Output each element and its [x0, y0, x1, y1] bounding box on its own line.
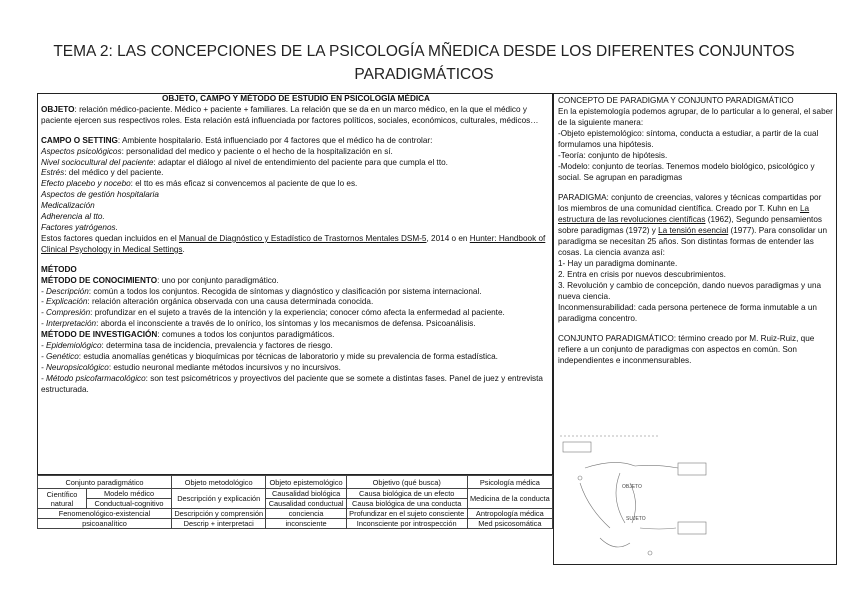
method-item: - Interpretación: aborda el inconsciente a través de lo onírico, los síntomas y los mecanismos de defensa. Psicoanálisis.: [41, 319, 476, 329]
table-cell: Profundizar en el sujeto consciente: [346, 509, 467, 519]
step-item: 3. Revolución y cambio de concepción, dando nuevos paradigmas y una nueva ciencia.: [558, 281, 822, 301]
concept-item: -Teoría: conjunto de hipótesis.: [558, 151, 668, 160]
concept-item: -Modelo: conjunto de teorías. Tenemos modelo biológico, psicológico y social. Se agrupan en paradigmas: [558, 162, 815, 182]
method-item: - Neuropsicológico: estudio neuronal mediante métodos incursivos y no incursivos.: [41, 362, 341, 372]
diagram-box: [678, 463, 706, 475]
table-cell: Descripción y comprensión: [172, 509, 266, 519]
table-header-row: [38, 476, 553, 489]
table-cell: inconsciente: [266, 519, 346, 529]
factor-item: Medicalización: [41, 201, 95, 211]
diagram-arrow: [616, 473, 625, 523]
left-column: [41, 94, 551, 396]
diagram-arrow: [600, 538, 630, 547]
table-cell: Causa biológica de una conducta: [346, 499, 467, 509]
step-item: 1- Hay un paradigma dominante.: [558, 259, 678, 268]
factor-item: Aspectos psicológicos: personalidad del medico y paciente o el hecho de la hospitalización en sí.: [41, 146, 393, 156]
page-title: TEMA 2: LAS CONCEPCIONES DE LA PSICOLOGÍA MÑEDICA DESDE LOS DIFERENTES CONJUNTOS PARADIGMÁTICOS: [53, 43, 795, 83]
campo-label: CAMPO O SETTING: [41, 135, 118, 145]
objeto-label: OBJETO: [41, 104, 75, 114]
manual-paragraph: Estos factores quedan incluidos en el Manual de Diagnóstico y Estadístico de Trastornos Mentales DSM-5, 2014 o en Hunter: Handbook of Clinical Psychology in Medical Settings.: [41, 233, 546, 254]
kuhn-link-1[interactable]: La estructura de las revoluciones científicas: [558, 204, 810, 224]
campo-text: : Ambiente hospitalario. Está influenciado por 4 factores que el médico ha de controlar:: [117, 135, 433, 145]
manual-link[interactable]: Manual de Diagnóstico y Estadístico de Trastornos Mentales DSM-5: [178, 233, 427, 243]
diagram-arrow: [640, 528, 676, 529]
method-item: - Descripción: común a todos los conjuntos. Recogida de síntomas y diagnóstico y clasificación por sistema internacional.: [41, 286, 482, 296]
method-item: - Explicación: relación alteración orgánica observada con una causa determinada conocida.: [41, 297, 374, 307]
factor-item: Efecto placebo y nocebo: el tto es más eficaz si convencemos al paciente de que lo es.: [41, 179, 358, 189]
diagram-box: [678, 522, 706, 534]
factor-item: Nivel sociocultural del paciente: adaptar el diálogo al nivel de entendimiento del paciente para que cumpla el tto.: [41, 157, 448, 167]
method-item: - Genético: estudia anomalías genéticas y bioquímicas por técnicas de laboratorio y mide su prevalencia de forma estadística.: [41, 351, 498, 361]
diagram-box: [563, 442, 591, 452]
table-cell: Causa biológica de un efecto: [346, 489, 467, 499]
metodo-heading: MÉTODO: [41, 264, 77, 274]
table-cell: Modelo médico: [87, 489, 172, 499]
table-cell: conciencia: [266, 509, 346, 519]
concepto-heading: CONCEPTO DE PARADIGMA Y CONJUNTO PARADIGMÁTICO: [558, 96, 794, 105]
table-cell: psicoanalítico: [38, 519, 172, 529]
paradigm-diagram: [560, 428, 710, 563]
investigacion-paragraph: MÉTODO DE INVESTIGACIÓN: comunes a todos los conjuntos paradigmáticos.: [41, 330, 335, 340]
table-cell: Inconsciente por introspección: [346, 519, 467, 529]
method-item: - Compresión: profundizar en el sujeto a través de la intención y la experiencia; conocer cómo afecta la enfermedad al paciente.: [41, 308, 505, 318]
method-item: - Método psicofarmacológico: son test psicométricos y proyectivos del paciente que se somete a distintas fases. Panel de juez y entrevista estructurada.: [41, 373, 543, 394]
table-header: Psicología médica: [467, 476, 552, 489]
table-cell: Fenomenológico-existencial: [38, 509, 172, 519]
table-cell: Científico natural: [38, 489, 87, 509]
section-heading: OBJETO, CAMPO Y MÉTODO DE ESTUDIO EN PSICOLOGÍA MÉDICA: [162, 94, 430, 103]
conocimiento-paragraph: MÉTODO DE CONOCIMIENTO: uno por conjunto paradigmático.: [41, 275, 279, 285]
diagram-node: [648, 551, 652, 555]
table-header: Objetivo (qué busca): [346, 476, 467, 489]
right-column: [558, 95, 834, 366]
table-row: [38, 509, 553, 519]
factor-item: Factores yatrógenos.: [41, 222, 118, 232]
factor-item: Estrés: del médico y del paciente.: [41, 168, 164, 178]
diagram-label: OBJETO: [622, 484, 642, 490]
table-cell: Medicina de la conducta: [467, 489, 552, 509]
table-cell: Causalidad biológica: [266, 489, 346, 499]
diagram-label: SUJETO: [626, 516, 646, 522]
method-item: - Epidemiológico: determina tasa de incidencia, prevalencia y factores de riesgo.: [41, 341, 333, 351]
paradigma-paragraph: PARADIGMA: conjunto de creencias, valores y técnicas compartidas por los miembros de una comunidad científica. Creado por T. Kuhn en La estructura de las revoluciones científicas (1962), Segundo pensamientos sobre paradigmas (1972) y La tensión esencial (1977). Para consolidar un paradigma se necesitan 25 años. Son distintas formas de entender las cosas. La ciencia avanza así:: [558, 193, 827, 257]
table-header: Objeto metodológico: [172, 476, 266, 489]
table-cell: Antropología médica: [467, 509, 552, 519]
diagram-node: [578, 476, 582, 480]
concepto-intro: En la epistemología podemos agrupar, de lo particular a lo general, el saber de la siguiente manera:: [558, 107, 833, 127]
factor-item: Adherencia al tto.: [41, 212, 105, 222]
conjunto-paragraph: CONJUNTO PARADIGMÁTICO: término creado por M. Ruiz-Ruiz, que refiere a un conjunto de paradigmas con aspectos en común. Son independientes e inconmensurables.: [558, 334, 815, 365]
table-cell: Conductual-cognitivo: [87, 499, 172, 509]
table-header: Conjunto paradigmático: [38, 476, 172, 489]
table-cell: Descrip + interpretaci: [172, 519, 266, 529]
diagram-arrow: [635, 465, 678, 468]
objeto-text: : relación médico-paciente. Médico + paciente + familiares. La relación que se da en un marco médico, en la que el médico y paciente ejercen sus respectivos roles. Esta relación está influenciada por factores políticos, sociales, económicos, culturales, médicos…: [41, 104, 539, 125]
diagram-arrow: [585, 462, 635, 468]
table-cell: Causalidad conductual: [266, 499, 346, 509]
kuhn-link-2[interactable]: La tensión esencial: [658, 226, 729, 235]
hunter-link[interactable]: Hunter: Handbook of Clinical Psychology in Medical Settings: [41, 233, 546, 254]
objeto-paragraph: [41, 105, 551, 127]
table-row: [38, 519, 553, 529]
factor-item: Aspectos de gestión hospitalaria: [41, 190, 159, 200]
table-cell: Descripción y explicación: [172, 489, 266, 509]
campo-paragraph: [41, 136, 551, 147]
paradigm-table: [37, 475, 553, 529]
table-header: Objeto epistemológico: [266, 476, 346, 489]
inconmensurabilidad: Inconmensurabilidad: cada persona pertenece de forma inmutable a un paradigma concentro.: [558, 303, 817, 323]
diagram-arrow: [580, 483, 610, 528]
table-row: [38, 489, 553, 499]
step-item: 2. Entra en crisis por nuevos descubrimientos.: [558, 270, 726, 279]
table-cell: Med psicosomática: [467, 519, 552, 529]
concept-item: -Objeto epistemológico: síntoma, conducta a estudiar, a partir de la cual formulamos una hipótesis.: [558, 129, 819, 149]
